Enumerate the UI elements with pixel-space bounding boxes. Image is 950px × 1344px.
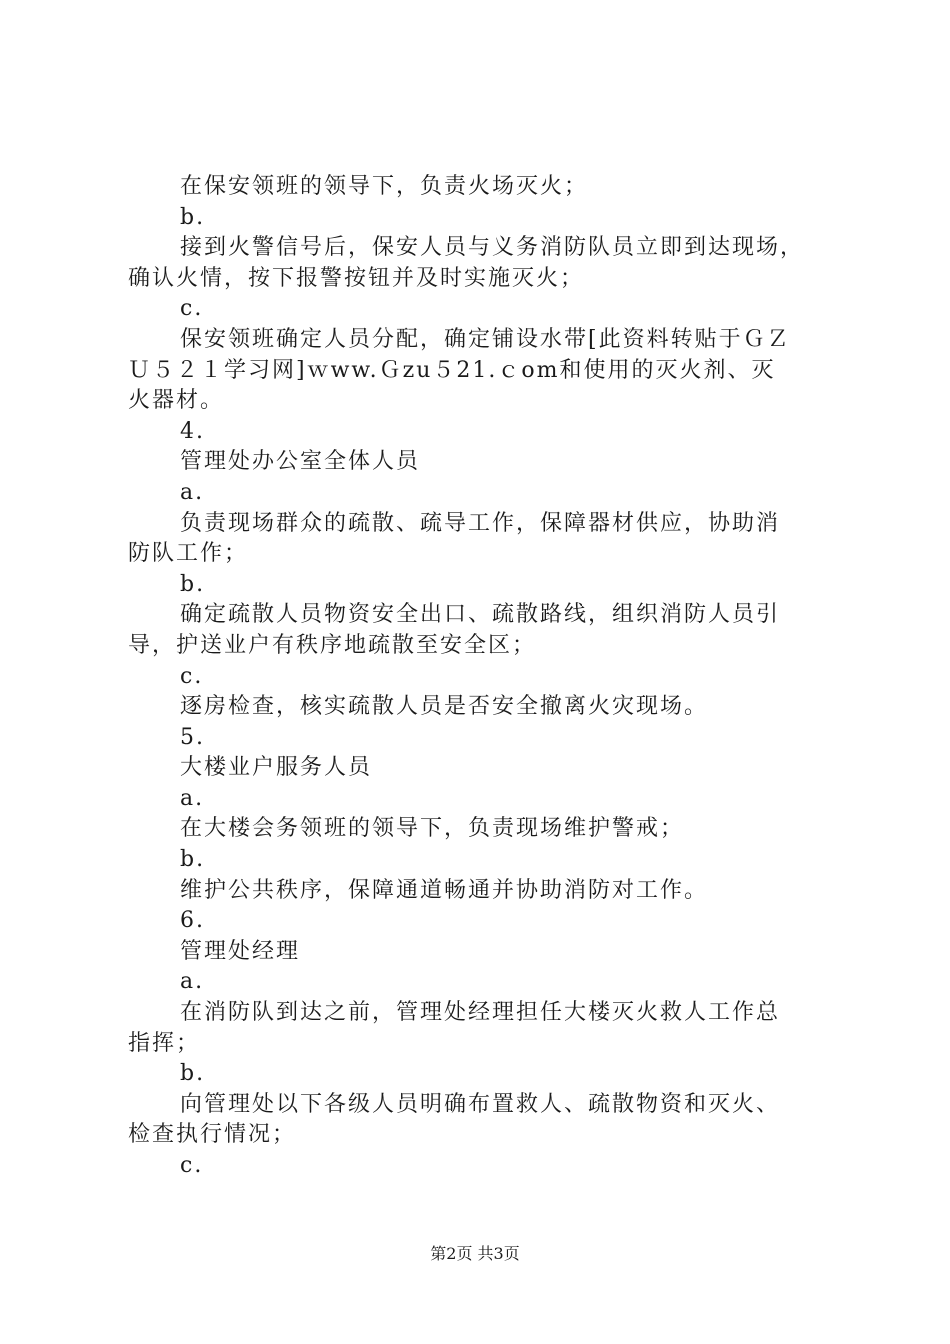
text-line: 5.: [180, 724, 205, 750]
text-line: Ｕ５２１学习网]ｗww.Ｇzu５21.ｃom和使用的灭火剂、灭: [128, 357, 776, 383]
text-line: 在保安领班的领导下，负责火场灭火；: [180, 174, 589, 199]
text-line: b.: [180, 847, 206, 873]
text-line: 4.: [180, 418, 205, 444]
text-line: 接到火警信号后，保安人员与义务消防队员立即到达现场，: [180, 235, 805, 261]
text-line: b.: [180, 204, 206, 230]
text-line: 6.: [180, 908, 205, 934]
text-line: 指挥；: [128, 1030, 201, 1056]
text-line: 导，护送业户有秩序地疏散至安全区；: [128, 632, 537, 658]
text-line: 防队工作；: [128, 541, 249, 567]
text-line: 逐房检查，核实疏散人员是否安全撤离火灾现场。: [180, 694, 709, 720]
page-footer: 第2页 共3页: [430, 1244, 520, 1263]
text-line: 管理处办公室全体人员: [180, 449, 421, 475]
text-line: 在消防队到达之前，管理处经理担任大楼灭火救人工作总: [180, 1000, 781, 1026]
text-line: 管理处经理: [180, 938, 301, 964]
text-line: 确认火情，按下报警按钮并及时实施灭火；: [128, 265, 585, 291]
text-line: b.: [180, 1061, 206, 1087]
text-line: c.: [180, 296, 204, 322]
text-line: 确定疏散人员物资安全出口、疏散路线，组织消防人员引: [180, 602, 781, 628]
text-line: a.: [180, 479, 205, 505]
text-line: 向管理处以下各级人员明确布置救人、疏散物资和灭火、: [180, 1091, 781, 1117]
document-body: [128, 172, 838, 1182]
text-line: a.: [180, 785, 205, 811]
text-line: 负责现场群众的疏散、疏导工作，保障器材供应，协助消: [180, 510, 781, 536]
text-line: 火器材。: [128, 388, 225, 414]
text-line: a.: [180, 969, 205, 995]
text-line: 维护公共秩序，保障通道畅通并协助消防对工作。: [180, 877, 709, 903]
text-line: 保安领班确定人员分配，确定铺设水带[此资料转贴于ＧＺ: [180, 326, 791, 352]
text-line: b.: [180, 571, 206, 597]
text-line: 大楼业户服务人员: [180, 755, 373, 781]
text-line: c.: [180, 663, 204, 689]
text-line: c.: [180, 1153, 204, 1178]
text-line: 检查执行情况；: [128, 1122, 297, 1148]
text-line: 在大楼会务领班的领导下，负责现场维护警戒；: [180, 816, 685, 842]
